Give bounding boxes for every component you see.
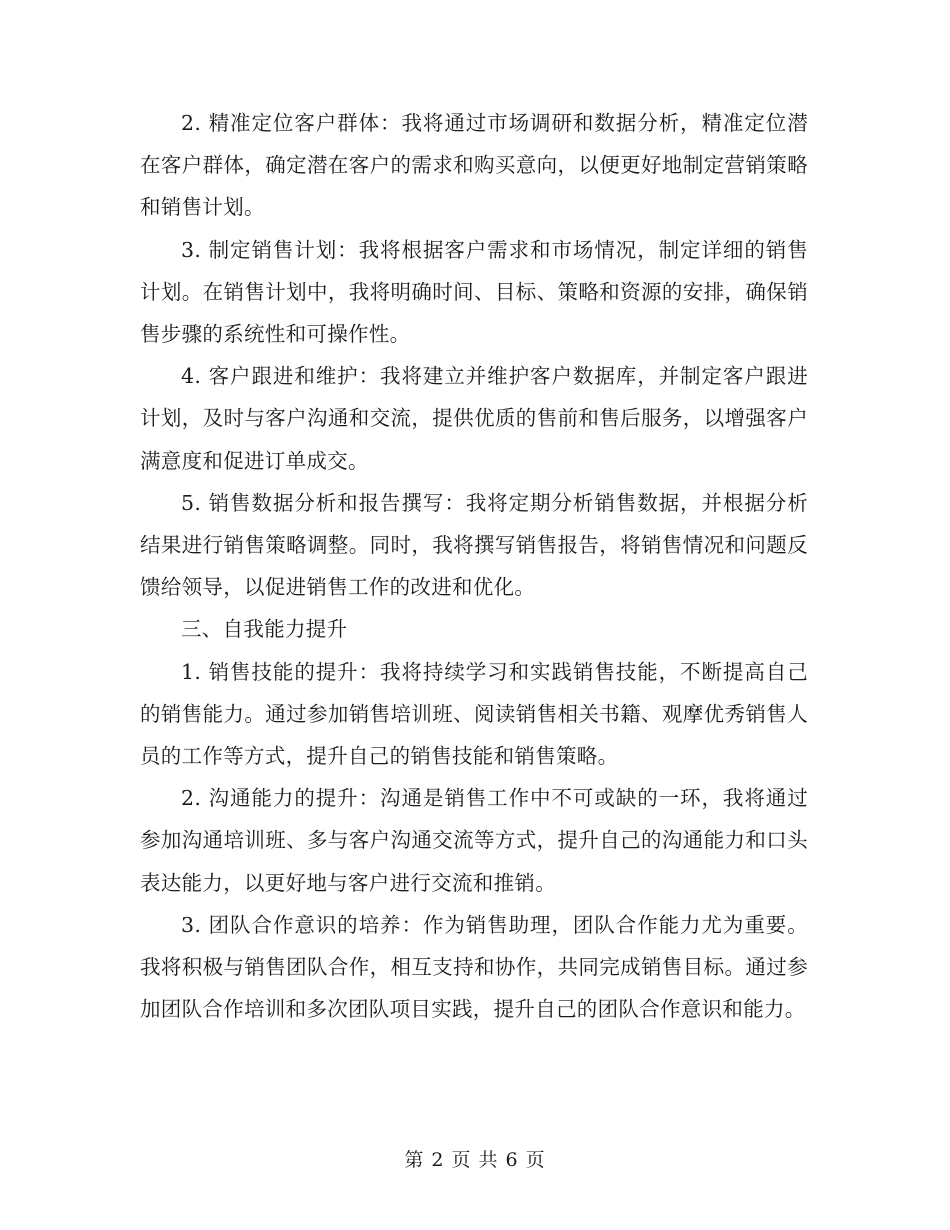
page-number-footer: 第 2 页 共 6 页	[404, 1149, 546, 1171]
paragraph-item-5: 5. 销售数据分析和报告撰写：我将定期分析销售数据，并根据分析结果进行销售策略调整。同时，我将撰写销售报告，将销售情况和问题反馈给领导，以促进销售工作的改进和优化。	[140, 490, 808, 600]
section-heading: 三、自我能力提升	[181, 617, 348, 642]
paragraph-ability-1: 1. 销售技能的提升：我将持续学习和实践销售技能，不断提高自己的销售能力。通过参加销售培训班、阅读销售相关书籍、观摩优秀销售人员的工作等方式，提升自己的销售技能和销售策略。	[140, 659, 808, 769]
paragraph-item-2: 2. 精准定位客户群体：我将通过市场调研和数据分析，精准定位潜在客户群体，确定潜在客户的需求和购买意向，以便更好地制定营销策略和销售计划。	[140, 111, 808, 220]
paragraph-item-3: 3. 制定销售计划：我将根据客户需求和市场情况，制定详细的销售计划。在销售计划中，我将明确时间、目标、策略和资源的安排，确保销售步骤的系统性和可操作性。	[140, 237, 808, 347]
paragraph-ability-2: 2. 沟通能力的提升：沟通是销售工作中不可或缺的一环，我将通过参加沟通培训班、多与客户沟通交流等方式，提升自己的沟通能力和口头表达能力，以更好地与客户进行交流和推销。	[140, 786, 808, 895]
paragraph-ability-3: 3. 团队合作意识的培养：作为销售助理，团队合作能力尤为重要。我将积极与销售团队合作，相互支持和协作，共同完成销售目标。通过参加团队合作培训和多次团队项目实践，提升自己的团队合作意识和能力。	[140, 912, 808, 1022]
document-body	[140, 102, 808, 1030]
paragraph-item-4: 4. 客户跟进和维护：我将建立并维护客户数据库，并制定客户跟进计划，及时与客户沟通和交流，提供优质的售前和售后服务，以增强客户满意度和促进订单成交。	[140, 364, 808, 473]
